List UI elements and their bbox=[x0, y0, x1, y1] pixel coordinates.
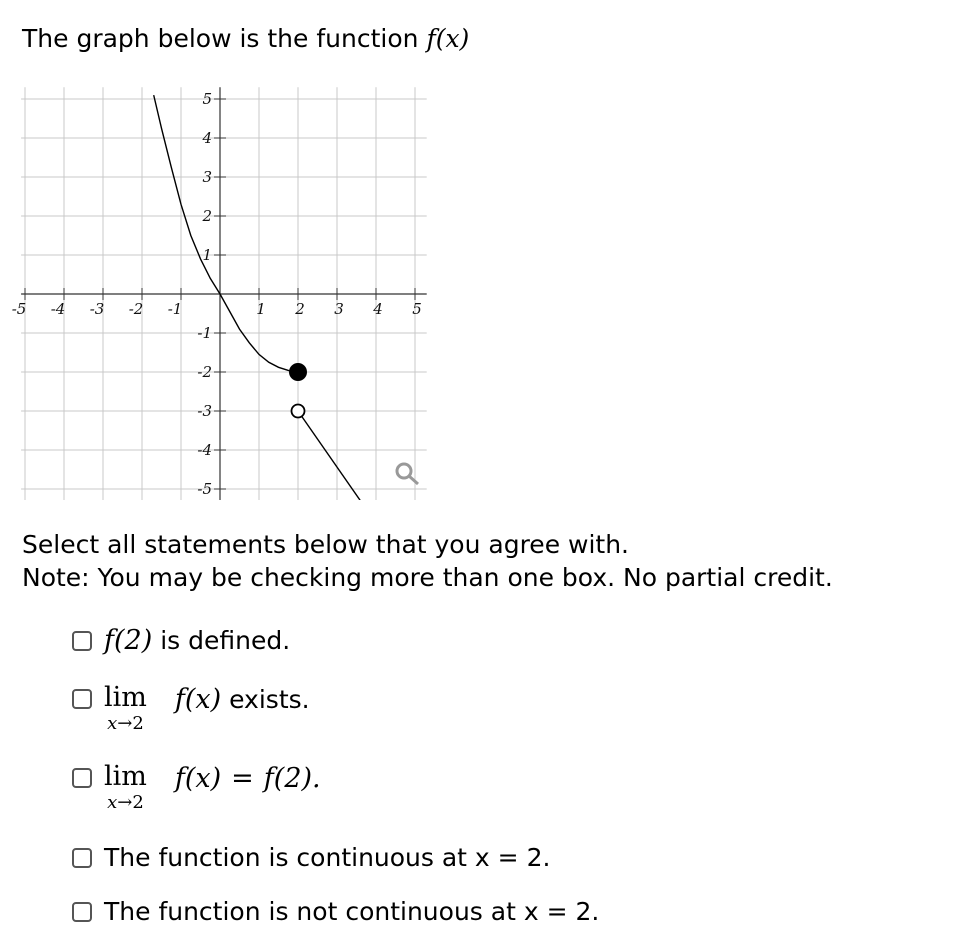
checkbox-limit-exists[interactable] bbox=[72, 689, 92, 709]
lim-word-2: lim bbox=[104, 761, 147, 792]
closed-point bbox=[290, 364, 307, 381]
y-tick-label: -3 bbox=[197, 402, 212, 420]
checkbox-limit-equals[interactable] bbox=[72, 768, 92, 788]
checkbox-continuous[interactable] bbox=[72, 848, 92, 868]
right-branch bbox=[298, 411, 360, 500]
function-graph bbox=[0, 80, 440, 500]
x-tick-label: 5 bbox=[412, 300, 422, 318]
y-tick-label: -4 bbox=[197, 441, 212, 459]
lim-sub-var: x bbox=[107, 713, 118, 734]
limit-operator-2 bbox=[104, 762, 147, 814]
option5-text: The function is not continuous at x = 2. bbox=[104, 897, 600, 926]
lim-sub-var-2: x bbox=[107, 792, 118, 813]
x-tick-label: -4 bbox=[50, 300, 66, 318]
intro-sentence: The graph below is the function bbox=[22, 24, 419, 53]
prompt-line1: Select all statements below that you agree with. bbox=[22, 530, 630, 559]
y-tick-label: 4 bbox=[202, 129, 212, 147]
x-tick-label: -5 bbox=[11, 300, 27, 318]
open-point bbox=[292, 405, 305, 418]
checkbox-not-continuous[interactable] bbox=[72, 902, 92, 922]
y-tick-label: 1 bbox=[202, 246, 212, 264]
y-tick-label: 5 bbox=[202, 90, 212, 108]
lim-sub-val-2: 2 bbox=[132, 792, 144, 813]
option3-rhs: f(2). bbox=[263, 763, 321, 794]
question-prompt bbox=[22, 528, 833, 594]
option3-eq: = bbox=[231, 763, 254, 794]
option-limit-equals[interactable] bbox=[72, 762, 321, 814]
option3-expr: f(x) bbox=[174, 763, 222, 794]
lim-sub-val: 2 bbox=[132, 713, 144, 734]
x-tick-label: -1 bbox=[167, 300, 183, 318]
option4-text: The function is continuous at x = 2. bbox=[104, 843, 551, 872]
option-continuous[interactable] bbox=[72, 843, 550, 872]
option1-lhs: f(2) bbox=[104, 625, 153, 656]
prompt-line2: Note: You may be checking more than one box. No partial credit. bbox=[22, 563, 833, 592]
lim-subscript-2 bbox=[107, 792, 144, 814]
option-f2-defined[interactable] bbox=[72, 625, 290, 656]
y-tick-label: -1 bbox=[197, 324, 212, 342]
graph-curves bbox=[154, 95, 361, 500]
y-tick-label: 3 bbox=[202, 168, 212, 186]
graph-axes bbox=[21, 87, 427, 500]
left-branch bbox=[154, 95, 298, 372]
x-tick-label: 3 bbox=[334, 300, 344, 318]
lim-word: lim bbox=[104, 682, 147, 713]
option-limit-exists[interactable] bbox=[72, 683, 310, 735]
option1-text: is defined. bbox=[152, 626, 291, 655]
x-tick-label: -3 bbox=[89, 300, 105, 318]
y-tick-label: 2 bbox=[202, 207, 212, 225]
lim-sub-arrow: → bbox=[117, 713, 133, 734]
limit-operator bbox=[104, 683, 147, 735]
intro-text bbox=[22, 22, 469, 56]
option2-text: exists. bbox=[221, 685, 310, 714]
checkbox-f2-defined[interactable] bbox=[72, 631, 92, 651]
lim-sub-arrow-2: → bbox=[117, 792, 133, 813]
x-tick-label: 1 bbox=[256, 300, 266, 318]
y-tick-label: -2 bbox=[197, 363, 212, 381]
x-tick-label: 4 bbox=[373, 300, 383, 318]
x-tick-label: 2 bbox=[295, 300, 305, 318]
function-label: f(x) bbox=[426, 24, 470, 53]
option2-expr: f(x) bbox=[174, 684, 222, 715]
lim-subscript bbox=[107, 713, 144, 735]
x-tick-label: -2 bbox=[128, 300, 144, 318]
option-not-continuous[interactable] bbox=[72, 897, 599, 926]
y-tick-label: -5 bbox=[197, 480, 212, 498]
